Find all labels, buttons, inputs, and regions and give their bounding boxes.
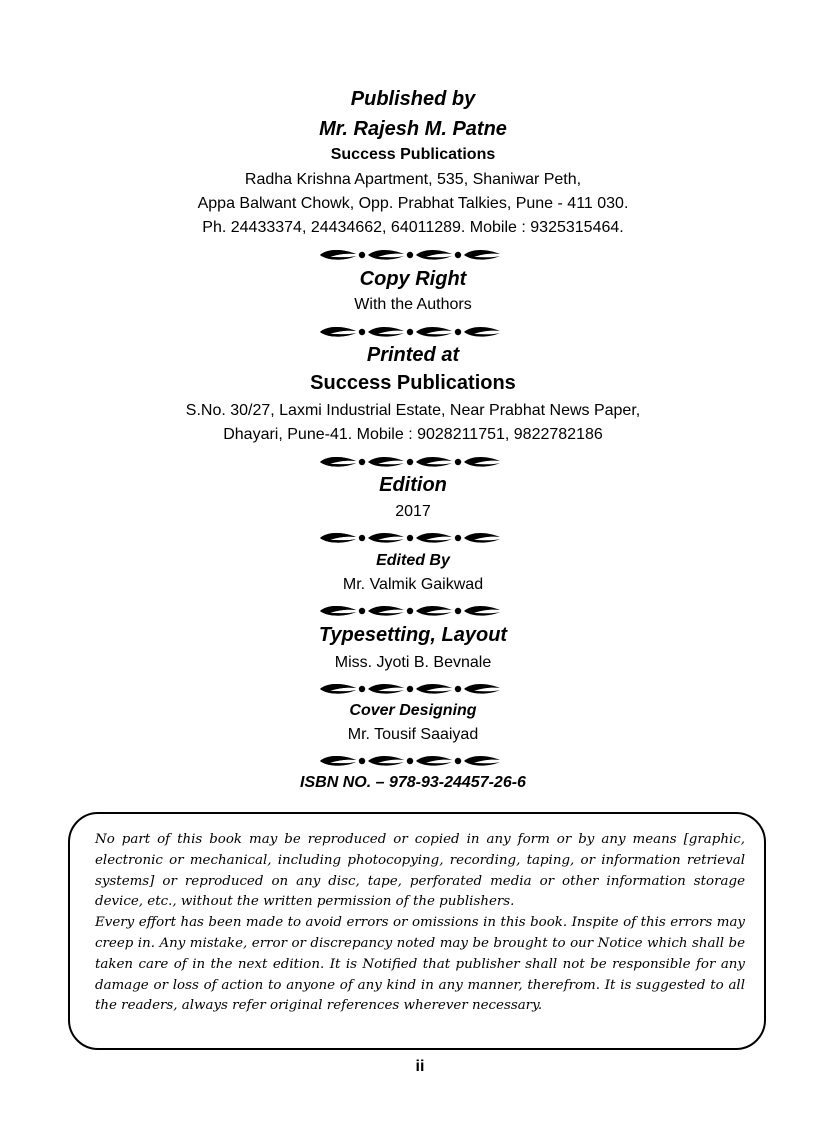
copyright-value: With the Authors (354, 296, 472, 313)
printer-company: Success Publications (310, 372, 516, 394)
page-number: ii (415, 1058, 425, 1075)
ornament-divider-icon (318, 531, 508, 545)
edition-heading: Edition (379, 474, 447, 496)
typesetting-heading: Typesetting, Layout (318, 624, 508, 646)
ornament-divider-icon (318, 604, 508, 618)
ornament-divider-icon (318, 682, 508, 696)
notice-paragraph-errors: Every effort has been made to avoid errors or omissions in this book. Inspite of this errors may creep in. Any mistake, error or discrepancy noted may be brought to our Notice which shall be taken care of in the next edition. It is Notified that publisher shall not be responsible for any damage or loss of action to anyone of any kind in any manner, therefrom. It is suggested to all the readers, always refer original references wherever necessary. (95, 915, 745, 1014)
cover-designing-heading: Cover Designing (349, 702, 477, 719)
typesetting-value: Miss. Jyoti B. Bevnale (334, 654, 492, 671)
copyright-heading: Copy Right (359, 268, 467, 290)
publisher-company: Success Publications (330, 146, 496, 163)
ornament-divider-icon (318, 248, 508, 262)
ornament-divider-icon (318, 754, 508, 768)
printed-at-heading: Printed at (366, 344, 460, 366)
ornament-divider-icon (318, 455, 508, 469)
edition-value: 2017 (395, 503, 431, 520)
printer-address-line2: Dhayari, Pune-41. Mobile : 9028211751, 9822782186 (223, 426, 603, 443)
edited-by-value: Mr. Valmik Gaikwad (342, 576, 484, 593)
ornament-divider-icon (318, 325, 508, 339)
printer-address-line1: S.No. 30/27, Laxmi Industrial Estate, Near Prabhat News Paper, (185, 402, 641, 419)
edited-by-heading: Edited By (376, 552, 450, 569)
cover-designing-value: Mr. Tousif Saaiyad (347, 726, 479, 743)
publisher-address-line1: Radha Krishna Apartment, 535, Shaniwar Peth, (244, 171, 582, 188)
publisher-phone-line: Ph. 24433374, 24434662, 64011289. Mobile : 9325315464. (202, 219, 624, 236)
published-by-heading: Published by (350, 88, 476, 110)
notice-paragraph-reproduction: No part of this book may be reproduced or copied in any form or by any means [graphic, electronic or mechanical, including photocopying, recording, taping, or information retrieval systems] or reproduced on any disc, tape, perforated media or other information storage device, etc., without the written permission of the publishers. (95, 832, 745, 910)
publisher-address-line2: Appa Balwant Chowk, Opp. Prabhat Talkies, Pune - 411 030. (197, 195, 629, 212)
notice-text (95, 830, 745, 1017)
publisher-name: Mr. Rajesh M. Patne (319, 118, 507, 140)
isbn: ISBN NO. – 978-93-24457-26-6 (300, 774, 526, 791)
